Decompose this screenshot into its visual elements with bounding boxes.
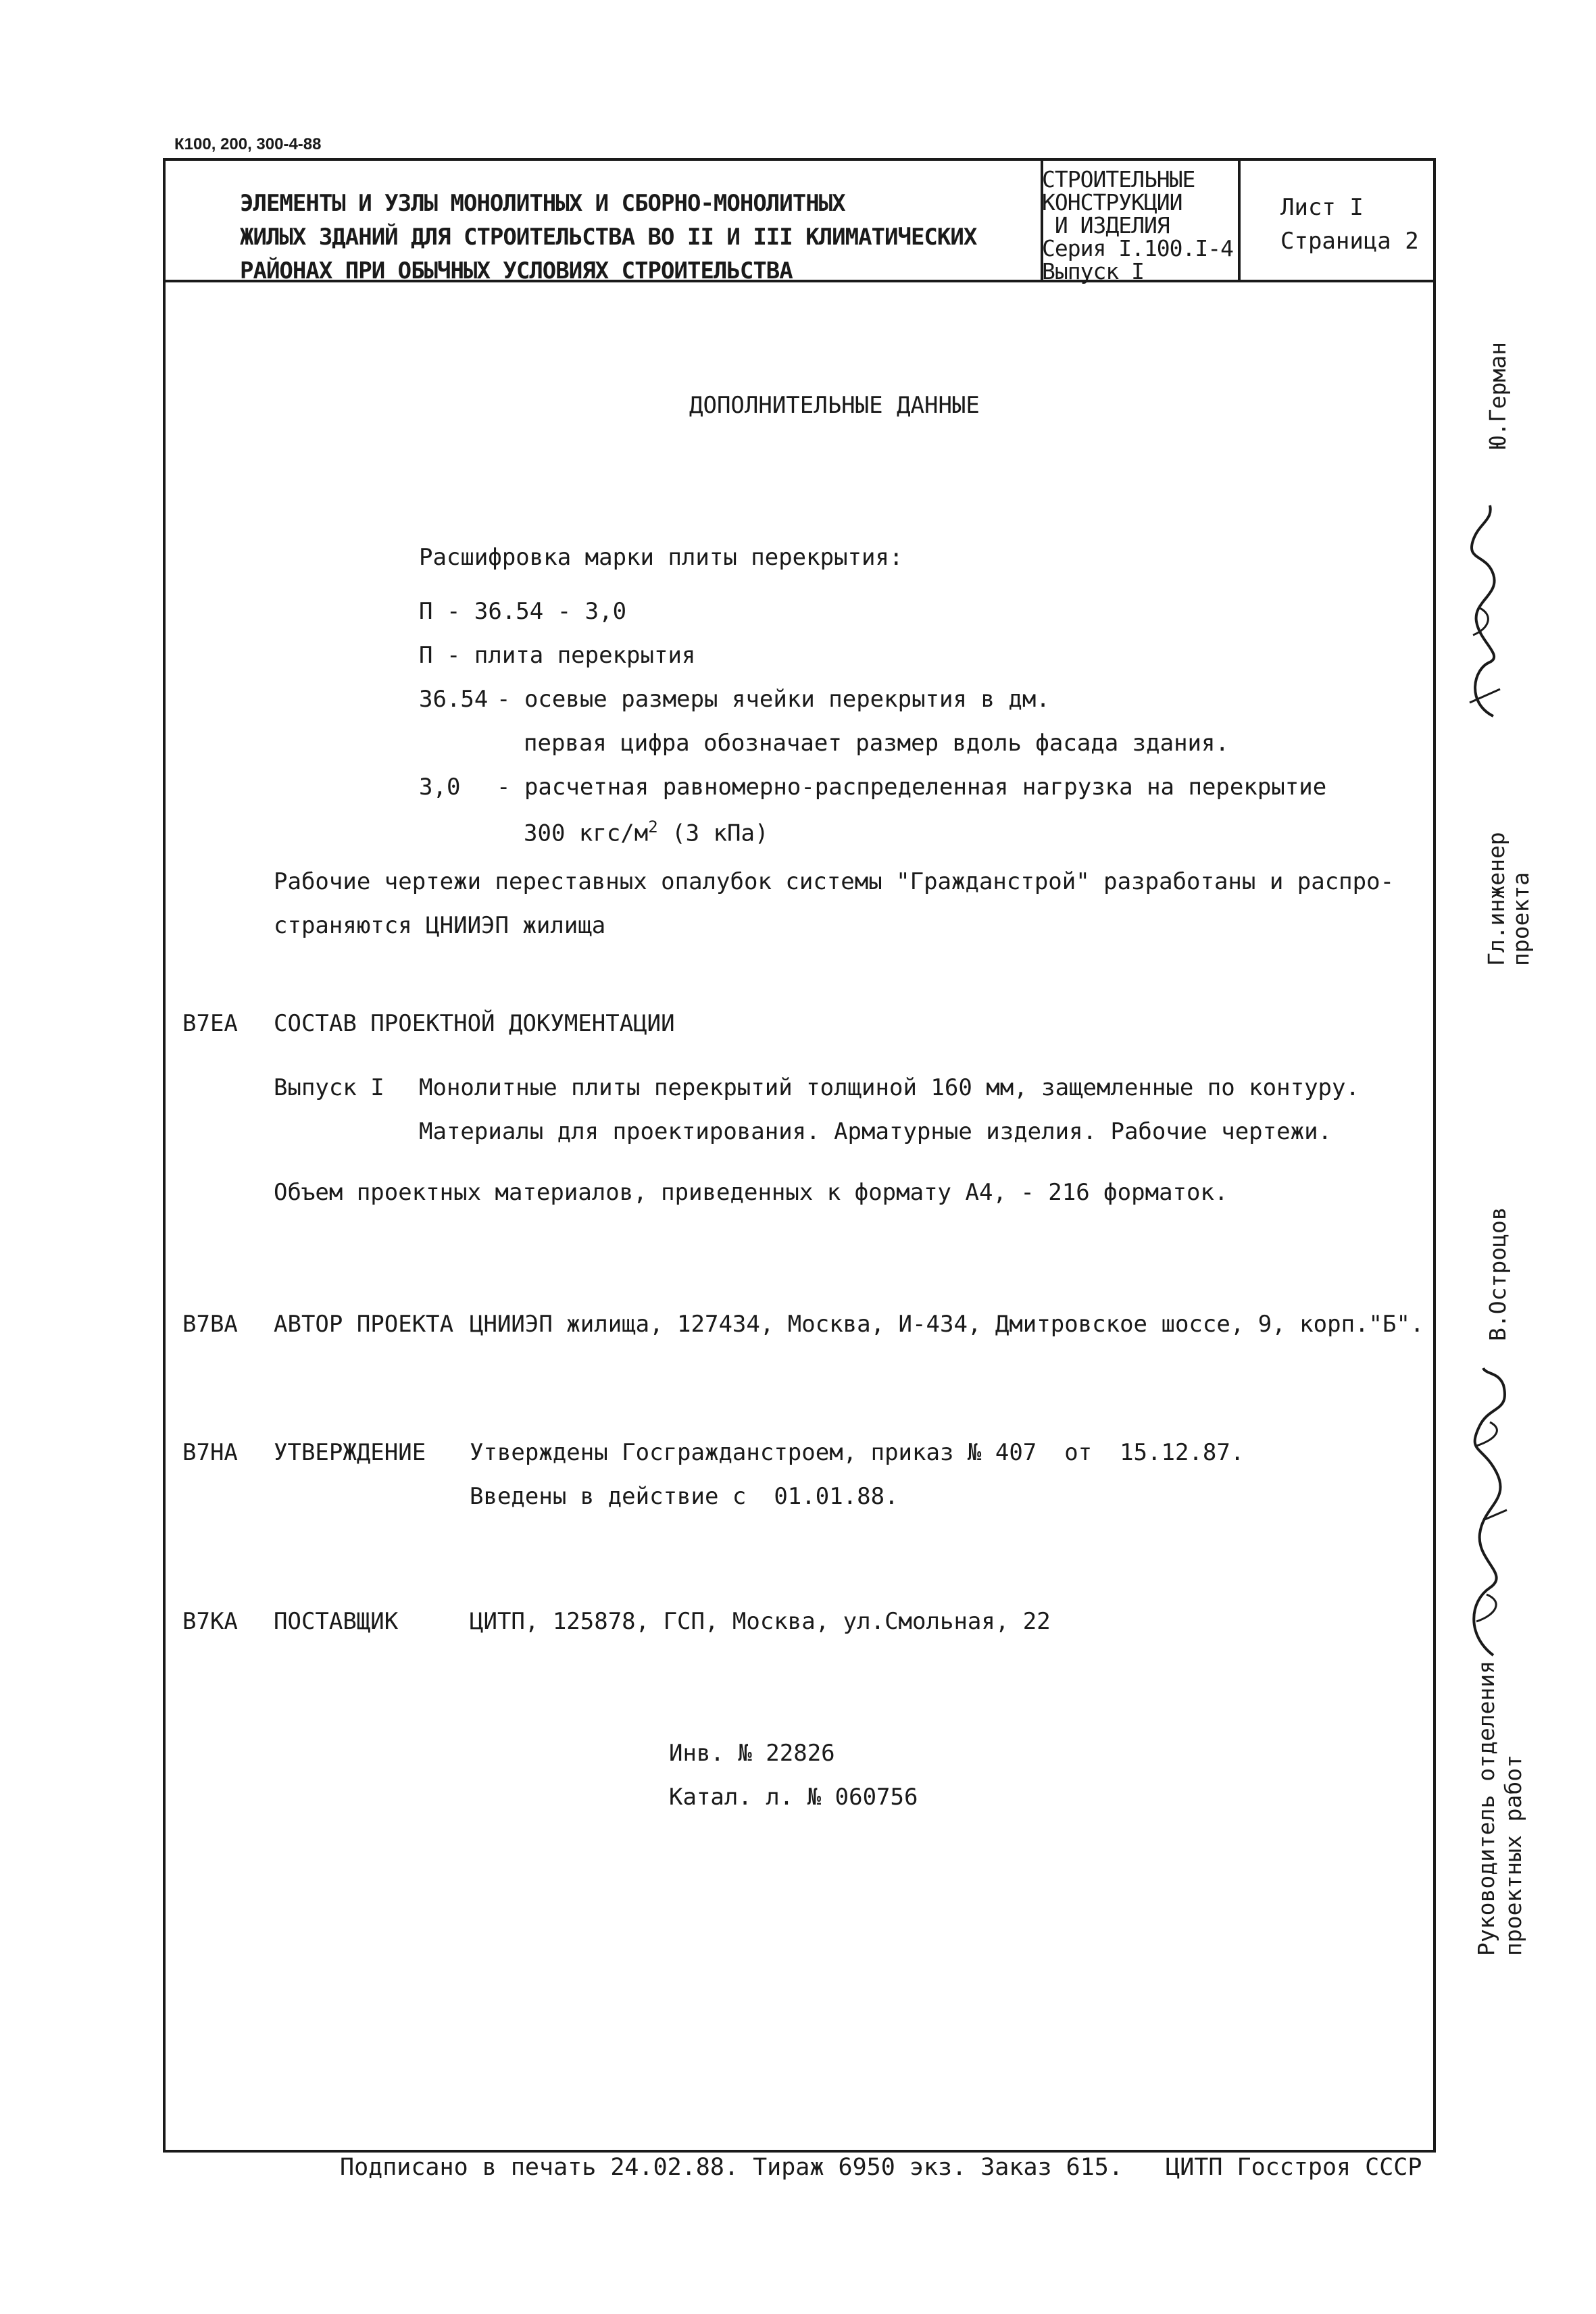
header-column-divider-2 <box>1238 158 1241 281</box>
load-tail: (3 кПа) <box>657 820 769 847</box>
side-role-1-line-2: проекта <box>1507 872 1534 966</box>
issue-line-2: Материалы для проектирования. Арматурные изделия. Рабочие чертежи. <box>419 1118 1332 1145</box>
approval-line-2: Введены в действие с 01.01.88. <box>470 1483 899 1510</box>
section-code-approval: В7НА <box>182 1439 238 1466</box>
issue-line-1: Монолитные плиты перекрытий толщиной 160 мм, защемленные по контуру. <box>419 1074 1360 1101</box>
decoding-heading: Расшифровка марки плиты перекрытия: <box>419 544 903 571</box>
decoding-load-key: 3,0 <box>419 774 461 801</box>
header-sheet-info <box>1280 191 1419 258</box>
load-sup: 2 <box>648 818 658 836</box>
side-role-2-line-2: проектных работ <box>1500 1754 1526 1956</box>
author-text: ЦНИИЭП жилища, 127434, Москва, И-434, Дмитровское шоссе, 9, корп."Б". <box>470 1311 1424 1338</box>
section-title-author: АВТОР ПРОЕКТА <box>274 1311 454 1338</box>
series-line-2: КОНСТРУКЦИИ <box>1042 189 1182 216</box>
side-role-department-head <box>1473 1661 1527 1956</box>
side-role-2-line-1: Руководитель отделения <box>1473 1660 1499 1956</box>
header-title-line-3: РАЙОНАХ ПРИ ОБЫЧНЫХ УСЛОВИЯХ СТРОИТЕЛЬСТВА <box>240 257 793 284</box>
decoding-dims-note: первая цифра обозначает размер вдоль фасада здания. <box>524 730 1229 757</box>
decoding-mark: П - 36.54 - 3,0 <box>419 598 627 625</box>
section-code-author: В7ВА <box>182 1311 238 1338</box>
approval-line-1: Утверждены Госгражданстроем, приказ № 407 от 15.12.87. <box>470 1439 1245 1466</box>
sheet-number: Лист I <box>1280 194 1364 221</box>
volume-line: Объем проектных материалов, приведенных к формату А4, - 216 форматок. <box>274 1179 1228 1206</box>
section-title-supplier: ПОСТАВЩИК <box>274 1608 399 1635</box>
decoding-dims-key: 36.54 <box>419 686 489 713</box>
section-title: ДОПОЛНИТЕЛЬНЫЕ ДАННЫЕ <box>689 392 980 419</box>
section-code-composition: В7ЕА <box>182 1010 238 1037</box>
page-number: Страница 2 <box>1280 228 1419 255</box>
series-line-4: Серия I.100.I-4 <box>1042 235 1234 261</box>
decoding-dims-desc: - осевые размеры ячейки перекрытия в дм. <box>497 686 1050 713</box>
header-title-line-2: ЖИЛЫХ ЗДАНИЙ ДЛЯ СТРОИТЕЛЬСТВА ВО II И III КЛИМАТИЧЕСКИХ <box>240 224 977 251</box>
header-title-line-1: ЭЛЕМЕНТЫ И УЗЛЫ МОНОЛИТНЫХ И СБОРНО-МОНОЛИТНЫХ <box>240 190 845 217</box>
side-role-chief-engineer <box>1485 832 1533 966</box>
side-name-german: Ю.Герман <box>1485 342 1511 449</box>
decoding-line-1: П - плита перекрытия <box>419 642 696 669</box>
footer-print-info: Подписано в печать 24.02.88. Тираж 6950 экз. Заказ 615. ЦИТП Госстроя СССР <box>340 2154 1422 2181</box>
section-code-supplier: В7КА <box>182 1608 238 1635</box>
drawings-note-line-2: страняются ЦНИИЭП жилища <box>274 912 606 939</box>
load-value: 300 кгс/м <box>524 820 649 847</box>
document-code: К100, 200, 300-4-88 <box>174 135 322 153</box>
section-title-approval: УТВЕРЖДЕНИЕ <box>274 1439 426 1466</box>
inventory-number: Инв. № 22826 <box>669 1740 835 1767</box>
series-line-3: И ИЗДЕЛИЯ <box>1042 212 1170 238</box>
issue-label: Выпуск I <box>274 1074 384 1101</box>
decoding-load-desc: - расчетная равномерно-распределенная нагрузка на перекрытие <box>497 774 1327 801</box>
catalog-number: Катал. л. № 060756 <box>669 1784 918 1811</box>
section-title-composition: СОСТАВ ПРОЕКТНОЙ ДОКУМЕНТАЦИИ <box>274 1010 675 1037</box>
drawings-note-line-1: Рабочие чертежи переставных опалубок системы "Гражданстрой" разработаны и распро- <box>274 868 1395 895</box>
decoding-load-value <box>524 818 768 847</box>
series-line-5: Выпуск I <box>1042 258 1144 284</box>
side-role-1-line-1: Гл.инженер <box>1483 832 1510 966</box>
signature-german <box>1453 500 1514 723</box>
header-series <box>1042 168 1233 283</box>
page-frame <box>163 158 1436 2153</box>
signature-ostrotsov <box>1456 1365 1520 1662</box>
supplier-text: ЦИТП, 125878, ГСП, Москва, ул.Смольная, 22 <box>470 1608 1051 1635</box>
side-name-ostrotsov: В.Остроцов <box>1485 1207 1511 1341</box>
header-title <box>240 186 976 288</box>
series-line-1: СТРОИТЕЛЬНЫЕ <box>1042 166 1195 193</box>
